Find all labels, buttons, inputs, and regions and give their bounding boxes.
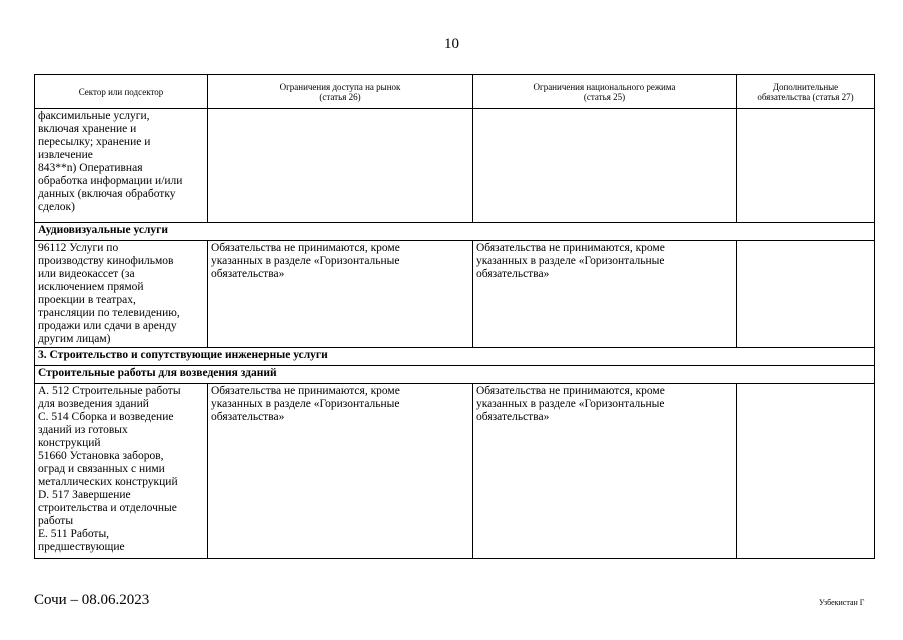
cell-line: проекции в театрах,: [38, 294, 136, 306]
section-heading-audiovisual: Аудиовизуальные услуги: [35, 223, 875, 241]
section-heading-construction: 3. Строительство и сопутствующие инженерные услуги: [35, 348, 875, 366]
cell-line: производству кинофильмов: [38, 255, 174, 267]
additional-commitments-cell: [737, 109, 875, 223]
sector-cell: [35, 241, 208, 348]
cell-line: D. 517 Завершение: [38, 489, 131, 501]
cell-line: трансляции по телевидению,: [38, 307, 180, 319]
header-line: Ограничения доступа на рынок: [279, 81, 401, 92]
cell-line: обязательства»: [211, 411, 285, 423]
cell-line: зданий из готовых: [38, 424, 128, 436]
cell-line: обязательства»: [476, 268, 550, 280]
cell-line: обязательства»: [476, 411, 550, 423]
cell-line: сделок): [38, 201, 75, 213]
national-treatment-cell: [473, 109, 737, 223]
cell-line: E. 511 Работы,: [38, 528, 110, 540]
additional-commitments-cell: [737, 384, 875, 559]
cell-line: 843**n) Оперативная: [38, 162, 143, 174]
header-line: Ограничения национального режима: [533, 81, 676, 92]
header-line: (статья 25): [583, 91, 626, 102]
cell-line: Обязательства не принимаются, кроме: [476, 385, 665, 397]
header-line: обязательства (статья 27): [757, 91, 854, 102]
additional-commitments-cell: [737, 241, 875, 348]
header-line: Дополнительные: [772, 81, 839, 92]
cell-line: пересылку; хранение и: [38, 136, 151, 148]
cell-line: конструкций: [38, 437, 101, 449]
cell-line: или видеокассет (за: [38, 268, 135, 280]
cell-line: Обязательства не принимаются, кроме: [476, 242, 665, 254]
header-sector: [35, 75, 208, 109]
cell-line: для возведения зданий: [38, 398, 149, 410]
table-row: [35, 241, 875, 348]
cell-line: A. 512 Строительные работы: [38, 385, 181, 397]
footer-country-code: Узбекистан Г: [819, 598, 865, 607]
cell-line: факсимильные услуги,: [38, 110, 150, 122]
cell-line: указанных в разделе «Горизонтальные: [476, 398, 665, 410]
section-row: [35, 223, 875, 241]
cell-line: указанных в разделе «Горизонтальные: [211, 255, 400, 267]
footer-place-date: Сочи – 08.06.2023: [34, 592, 150, 608]
cell-line: 51660 Установка заборов,: [38, 450, 164, 462]
cell-line: указанных в разделе «Горизонтальные: [476, 255, 665, 267]
section-heading-building-works: Строительные работы для возведения зданий: [35, 366, 875, 384]
cell-line: указанных в разделе «Горизонтальные: [211, 398, 400, 410]
header-line: (статья 26): [319, 91, 361, 102]
market-access-cell: [208, 241, 473, 348]
cell-line: Обязательства не принимаются, кроме: [211, 242, 400, 254]
page-number: 10: [444, 36, 459, 52]
market-access-cell: [208, 109, 473, 223]
cell-line: оград и связанных с ними: [38, 463, 165, 475]
cell-line: исключением прямой: [38, 281, 144, 293]
cell-line: включая хранение и: [38, 123, 137, 135]
national-treatment-cell: [473, 241, 737, 348]
table-row: [35, 109, 875, 223]
cell-line: металлических конструкций: [38, 476, 178, 488]
cell-line: данных (включая обработку: [38, 188, 176, 200]
header-market-access: [208, 75, 473, 109]
schedule-table: [34, 74, 875, 559]
header-additional-commitments: [737, 75, 875, 109]
cell-line: 96112 Услуги по: [38, 242, 119, 254]
table-header-row: [35, 75, 875, 109]
cell-line: C. 514 Сборка и возведение: [38, 411, 174, 423]
section-row: [35, 366, 875, 384]
national-treatment-cell: [473, 384, 737, 559]
cell-line: продажи или сдачи в аренду: [38, 320, 177, 332]
section-row: [35, 348, 875, 366]
cell-line: обязательства»: [211, 268, 285, 280]
cell-line: обработка информации и/или: [38, 175, 183, 187]
header-line: Сектор или подсектор: [78, 86, 164, 97]
cell-line: строительства и отделочные: [38, 502, 177, 514]
sector-cell: [35, 109, 208, 223]
header-national-treatment: [473, 75, 737, 109]
cell-line: Обязательства не принимаются, кроме: [211, 385, 400, 397]
sector-cell: [35, 384, 208, 559]
cell-line: работы: [38, 515, 74, 527]
market-access-cell: [208, 384, 473, 559]
cell-line: предшествующие: [38, 541, 125, 553]
cell-line: другим лицам): [38, 333, 111, 345]
cell-line: извлечение: [38, 149, 93, 161]
table-row: [35, 384, 875, 559]
